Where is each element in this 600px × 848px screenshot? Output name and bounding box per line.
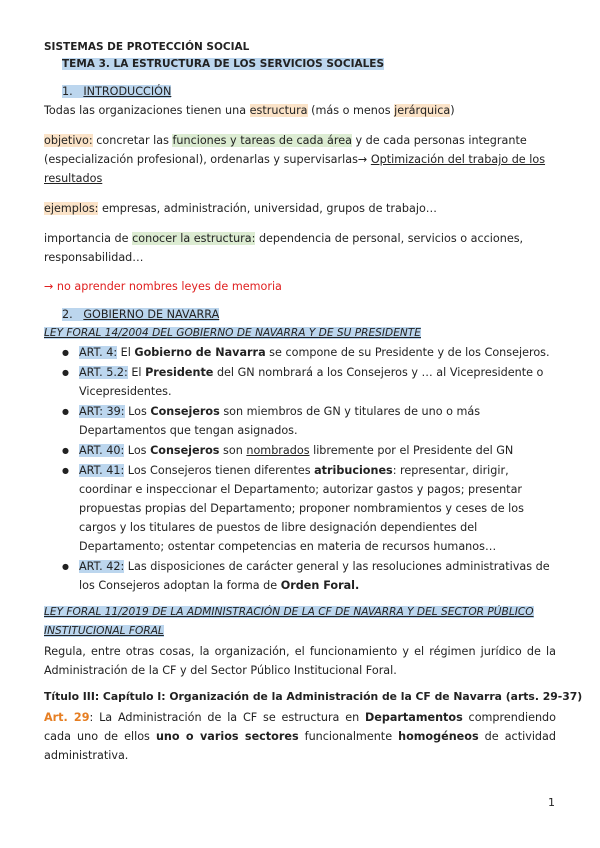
law2-title-line-1 (44, 603, 534, 622)
text: libremente por el Presidente del GN (309, 444, 514, 457)
art29-paragraph (44, 708, 556, 765)
importance-line-2: responsabilidad… (44, 251, 144, 264)
title3-heading: Título III: Capítulo I: Organización de la Administración de la CF de Navarra (arts. 29-37) (44, 690, 583, 703)
text: Las disposiciones de carácter general y las resoluciones administrativas de los Consejeros adoptan la forma de (79, 560, 550, 592)
text: se compone de su Presidente y de los Consejeros. (265, 346, 550, 359)
objective-line-3: resultados (44, 172, 103, 185)
text: Los (124, 444, 151, 457)
text: homogéneos (398, 730, 479, 743)
law2-title-text-1: LEY FORAL 11/2019 DE LA ADMINISTRACIÓN DE LA CF DE NAVARRA Y DEL SECTOR PÚBLICO (44, 606, 534, 618)
text: : representar, dirigir, coordinar e inspeccionar el Departamento; autorizar gastos y pagos; presentar propuestas propias del Departamento; proponer nombramientos y ceses de los cargos y los titulares de puestos de libre designación dependientes del Departamento; ostentar competencias en materia de recursos humanos… (79, 464, 524, 553)
art29-ref: Art. 29 (44, 711, 90, 724)
article-ref: ART. 41: (79, 464, 125, 477)
text: y de cada personas integrante (351, 134, 527, 147)
article-list (62, 343, 562, 596)
text: funcionalmente (298, 730, 399, 743)
text: concretar las (92, 134, 173, 147)
highlight-functions: funciones y tareas de cada área (172, 134, 352, 147)
text: Los Consejeros tienen diferentes (124, 464, 315, 477)
text: del GN nombrará a los Consejeros y … al Vicepresidente o Vicepresidentes. (79, 366, 544, 398)
text: : La Administración de la CF se estructura en (89, 711, 365, 724)
highlight-jerarquica: jerárquica (394, 104, 451, 117)
text: Orden Foral. (280, 579, 360, 592)
text: importancia de (44, 232, 133, 245)
text: empresas, administración, universidad, grupos de trabajo… (98, 202, 437, 215)
list-item (62, 343, 562, 362)
text: El (117, 346, 135, 359)
optimization-text: Optimización del trabajo de los (370, 153, 546, 166)
section1-number-and-title (62, 85, 171, 98)
law1-title-text: LEY FORAL 14/2004 DEL GOBIERNO DE NAVARRA Y DE SU PRESIDENTE (44, 327, 421, 339)
objective-line-1 (44, 131, 527, 150)
section2-title: GOBIERNO DE NAVARRA (83, 308, 220, 321)
text: atribuciones (314, 464, 393, 477)
text: uno o varios sectores (155, 730, 299, 743)
list-item (62, 461, 562, 556)
list-item (62, 402, 562, 440)
text: dependencia de personal, servicios o acciones, (255, 232, 524, 245)
section1-heading (62, 82, 171, 101)
highlight-conocer: conocer la estructura: (132, 232, 256, 245)
text: de actividad administrativa. (44, 730, 556, 762)
intro-paragraph-1 (44, 101, 455, 120)
importance-line-1 (44, 229, 523, 248)
text: (especialización profesional), ordenarlas y supervisarlas→ (44, 153, 371, 166)
text: Consejeros (150, 405, 220, 418)
objective-label: objetivo: (44, 134, 93, 147)
topic-title (62, 55, 384, 74)
objective-line-2 (44, 150, 545, 169)
text: El (127, 366, 146, 379)
section1-number: 1. (62, 85, 73, 98)
list-item (62, 557, 562, 595)
section2-number: 2. (62, 308, 73, 321)
section1-title: INTRODUCCIÓN (83, 85, 172, 98)
section2-number-and-title (62, 308, 219, 321)
memory-note: → no aprender nombres leyes de memoria (44, 280, 282, 293)
topic-title-text: TEMA 3. LA ESTRUCTURA DE LOS SERVICIOS SOCIALES (62, 58, 385, 70)
text: Consejeros (150, 444, 220, 457)
text: nombrados (246, 444, 310, 457)
text: Gobierno de Navarra (134, 346, 266, 359)
article-ref: ART. 42: (79, 560, 125, 573)
list-item (62, 441, 562, 460)
article-ref: ART: 39: (79, 405, 125, 418)
page-number: 1 (548, 796, 555, 809)
text: Todas las organizaciones tienen una (44, 104, 250, 117)
article-ref: ART. 4: (79, 346, 118, 359)
section2-heading (62, 305, 219, 324)
law1-title (44, 324, 421, 343)
list-item (62, 363, 562, 401)
text: (más o menos (307, 104, 395, 117)
course-title: SISTEMAS DE PROTECCIÓN SOCIAL (44, 41, 250, 53)
text: son miembros de GN y titulares de uno o más Departamentos que tengan asignados. (79, 405, 481, 437)
text: comprendiendo cada uno de ellos (44, 711, 556, 743)
law2-title-line-2 (44, 622, 164, 641)
examples-label: ejemplos: (44, 202, 99, 215)
text: Los (124, 405, 151, 418)
article-ref: ART. 40: (79, 444, 125, 457)
text: Departamentos (364, 711, 463, 724)
article-ref: ART. 5.2: (79, 366, 128, 379)
text: Presidente (145, 366, 214, 379)
highlight-estructura: estructura (249, 104, 308, 117)
examples-line (44, 199, 437, 218)
text: son (219, 444, 247, 457)
law2-description: Regula, entre otras cosas, la organización, el funcionamiento y el régimen jurídico de la Administración de la CF y del Sector Público Institucional Foral. (44, 645, 556, 677)
text: ) (450, 104, 455, 117)
law2-title-text-2: INSTITUCIONAL FORAL (44, 625, 164, 637)
